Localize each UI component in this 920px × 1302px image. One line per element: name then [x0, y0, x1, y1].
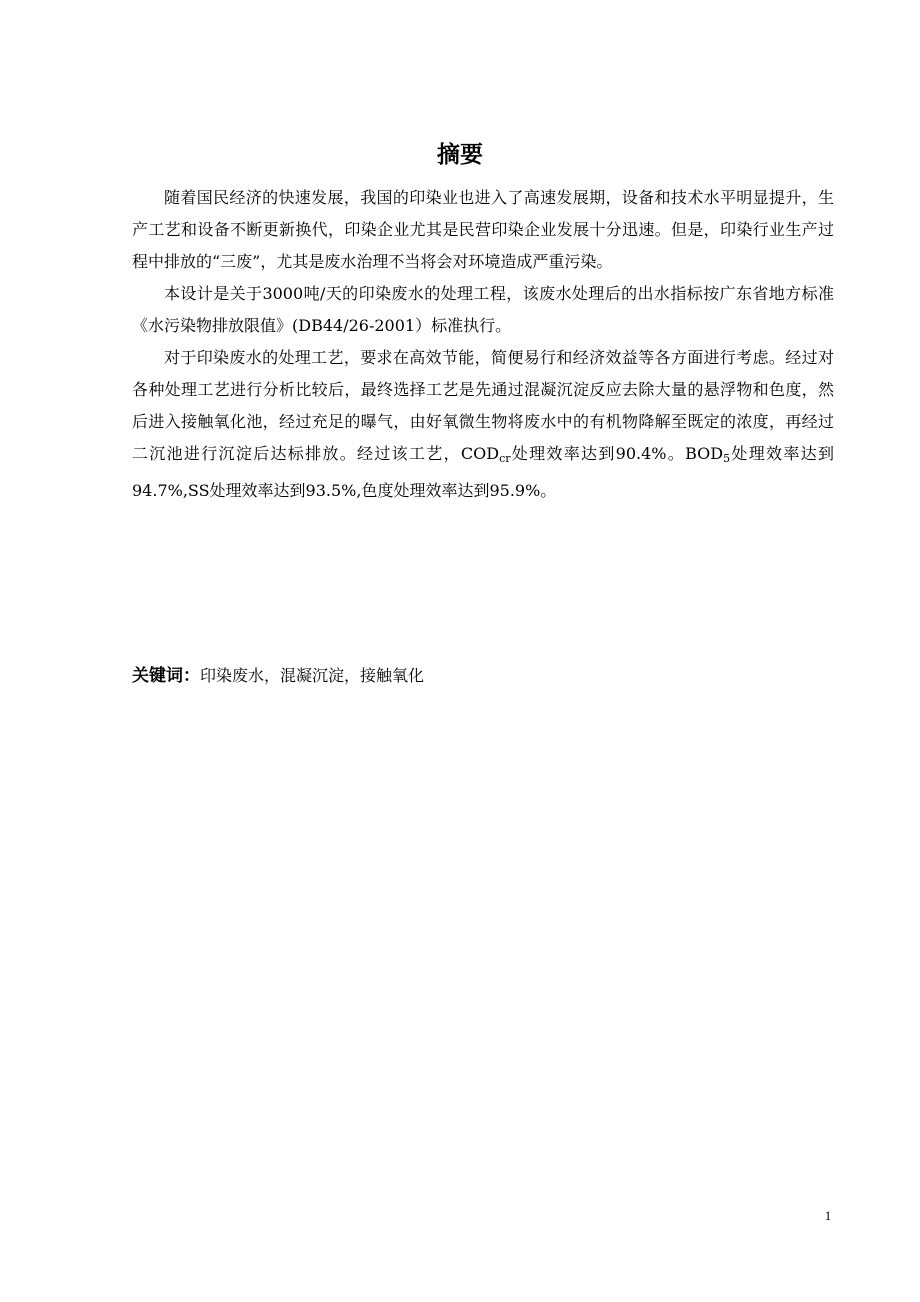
bod-subscript: 5: [723, 452, 731, 465]
paragraph-3-text-a: 对于印染废水的处理工艺，要求在高效节能，简便易行和经济效益等各方面进行考虑。经过对各种处理工艺进行分析比较后，最终选择工艺是先通过混凝沉淀反应去除大量的悬浮物和色度，然后进入接触氧化池，经过充足的曝气，由好氧微生物将废水中的有机物降解至既定的浓度，再经过二沉池进行沉淀后达标排放。经过该工艺，: [132, 348, 834, 463]
paragraph-3-text-c: 处理效率达到94.7%,SS处理效率达到93.5%,色度处理效率达到95.9%。: [132, 444, 834, 500]
page-number: 1: [824, 1208, 832, 1223]
abstract-paragraph-1: 随着国民经济的快速发展，我国的印染业也进入了高速发展期，设备和技术水平明显提升，生产工艺和设备不断更新换代，印染企业尤其是民营印染企业发展十分迅速。但是，印染行业生产过程中排放的“三废”，尤其是废水治理不当将会对环境造成严重污染。: [132, 188, 834, 271]
keywords-label: 关键词：: [132, 666, 200, 686]
keywords-line: [132, 660, 834, 692]
keywords-values: 印染废水，混凝沉淀，接触氧化: [200, 666, 425, 685]
abstract-paragraph-3: [132, 342, 834, 507]
paragraph-3-text-b: 处理效率达到90.4%。: [510, 444, 686, 463]
cod-subscript: cr: [499, 452, 511, 465]
abstract-paragraph-2: 本设计是关于3000吨/天的印染废水的处理工程，该废水处理后的出水指标按广东省地方标准《水污染物排放限值》(DB44/26-2001）标准执行。: [132, 284, 834, 335]
bod-label: BOD: [685, 444, 724, 463]
abstract-title: 摘要: [437, 142, 483, 168]
abstract-body: [132, 182, 834, 507]
cod-label: COD: [460, 444, 500, 463]
